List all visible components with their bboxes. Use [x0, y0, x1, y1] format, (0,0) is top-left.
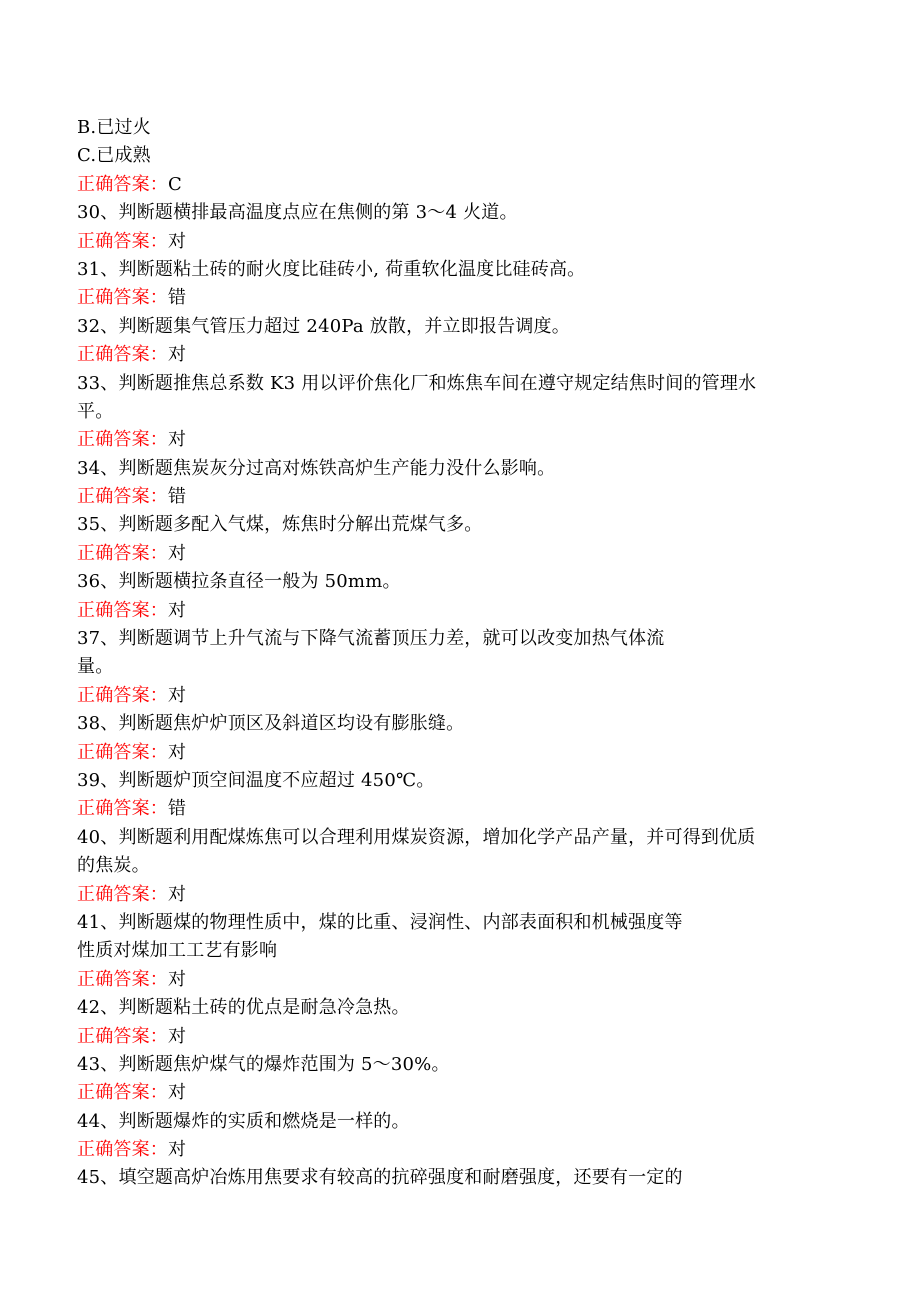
answer-label: 正确答案： — [77, 287, 168, 309]
answer-line — [77, 426, 837, 454]
answer-value: 错 — [168, 287, 187, 309]
question-text-line: 平。 — [77, 400, 114, 422]
question-text-line: B.已过火 — [77, 117, 151, 138]
answer-line — [77, 795, 837, 823]
answer-label: 正确答案： — [77, 486, 168, 508]
answer-line — [77, 540, 837, 568]
answer-label: 正确答案： — [77, 173, 168, 195]
question-list — [77, 114, 837, 1193]
question-text-line: 33、判断题推焦总系数 K3 用以评价焦化厂和炼焦车间在遵守规定结焦时间的管理水 — [77, 372, 757, 394]
answer-value: 对 — [168, 344, 187, 366]
answer-label: 正确答案： — [77, 968, 168, 990]
question-text-line: 37、判断题调节上升气流与下降气流蓄顶压力差，就可以改变加热气体流 — [77, 628, 665, 650]
question-text-line: 35、判断题多配入气煤，炼焦时分解出荒煤气多。 — [77, 514, 483, 536]
answer-value: 对 — [168, 230, 187, 252]
answer-value: 对 — [168, 883, 187, 905]
answer-label: 正确答案： — [77, 741, 168, 763]
answer-line — [77, 228, 837, 256]
answer-value: 对 — [168, 1082, 187, 1104]
answer-line — [77, 1023, 837, 1051]
answer-label: 正确答案： — [77, 684, 168, 706]
answer-value: 错 — [168, 798, 187, 820]
answer-line — [77, 284, 837, 312]
question-text-line: 30、判断题横排最高温度点应在焦侧的第 3～4 火道。 — [77, 202, 518, 224]
question-text-line: 45、填空题高炉冶炼用焦要求有较高的抗碎强度和耐磨强度，还要有一定的 — [77, 1167, 683, 1189]
answer-line — [77, 966, 837, 994]
question-text-line: 34、判断题焦炭灰分过高对炼铁高炉生产能力没什么影响。 — [77, 457, 556, 479]
answer-label: 正确答案： — [77, 1139, 168, 1161]
question-text-line: 32、判断题集气管压力超过 240Pa 放散，并立即报告调度。 — [77, 315, 570, 337]
answer-value: 对 — [168, 684, 187, 706]
answer-line — [77, 682, 837, 710]
question-text-line: 40、判断题利用配煤炼焦可以合理利用煤炭资源，增加化学产品产量，并可得到优质 — [77, 826, 756, 848]
answer-line — [77, 1136, 837, 1164]
question-text-line: 31、判断题粘土砖的耐火度比硅砖小, 荷重软化温度比硅砖高。 — [77, 258, 586, 280]
answer-value: 对 — [168, 968, 187, 990]
answer-line — [77, 597, 837, 625]
question-text-line: 38、判断题焦炉炉顶区及斜道区均设有膨胀缝。 — [77, 713, 465, 735]
answer-line — [77, 171, 837, 199]
answer-label: 正确答案： — [77, 1082, 168, 1104]
answer-value: 对 — [168, 542, 187, 564]
answer-value: 对 — [168, 429, 187, 451]
answer-label: 正确答案： — [77, 798, 168, 820]
answer-line — [77, 881, 837, 909]
question-text-line: 43、判断题焦炉煤气的爆炸范围为 5～30%。 — [77, 1053, 450, 1075]
answer-line — [77, 483, 837, 511]
answer-label: 正确答案： — [77, 599, 168, 621]
answer-label: 正确答案： — [77, 542, 168, 564]
answer-line — [77, 739, 837, 767]
question-text-line: 的焦炭。 — [77, 855, 150, 877]
question-text-line: 42、判断题粘土砖的优点是耐急冷急热。 — [77, 997, 410, 1019]
answer-label: 正确答案： — [77, 230, 168, 252]
question-text-line: 41、判断题煤的物理性质中，煤的比重、浸润性、内部表面积和机械强度等 — [77, 911, 683, 933]
answer-label: 正确答案： — [77, 429, 168, 451]
answer-value: 对 — [168, 1025, 187, 1047]
question-text-line: C.已成熟 — [77, 145, 151, 167]
answer-value: 对 — [168, 599, 187, 621]
answer-value: 错 — [168, 486, 187, 508]
answer-value: C — [168, 173, 182, 195]
answer-line — [77, 1079, 837, 1107]
answer-line — [77, 341, 837, 369]
answer-value: 对 — [168, 1139, 187, 1161]
answer-label: 正确答案： — [77, 344, 168, 366]
question-text-line: 性质对煤加工工艺有影响 — [77, 940, 278, 962]
question-text-line: 39、判断题炉顶空间温度不应超过 450℃。 — [77, 769, 435, 791]
answer-label: 正确答案： — [77, 1025, 168, 1047]
question-text-line: 量。 — [77, 656, 114, 678]
answer-label: 正确答案： — [77, 883, 168, 905]
answer-value: 对 — [168, 741, 187, 763]
question-text-line: 36、判断题横拉条直径一般为 50mm。 — [77, 571, 401, 593]
question-text-line: 44、判断题爆炸的实质和燃烧是一样的。 — [77, 1110, 410, 1132]
